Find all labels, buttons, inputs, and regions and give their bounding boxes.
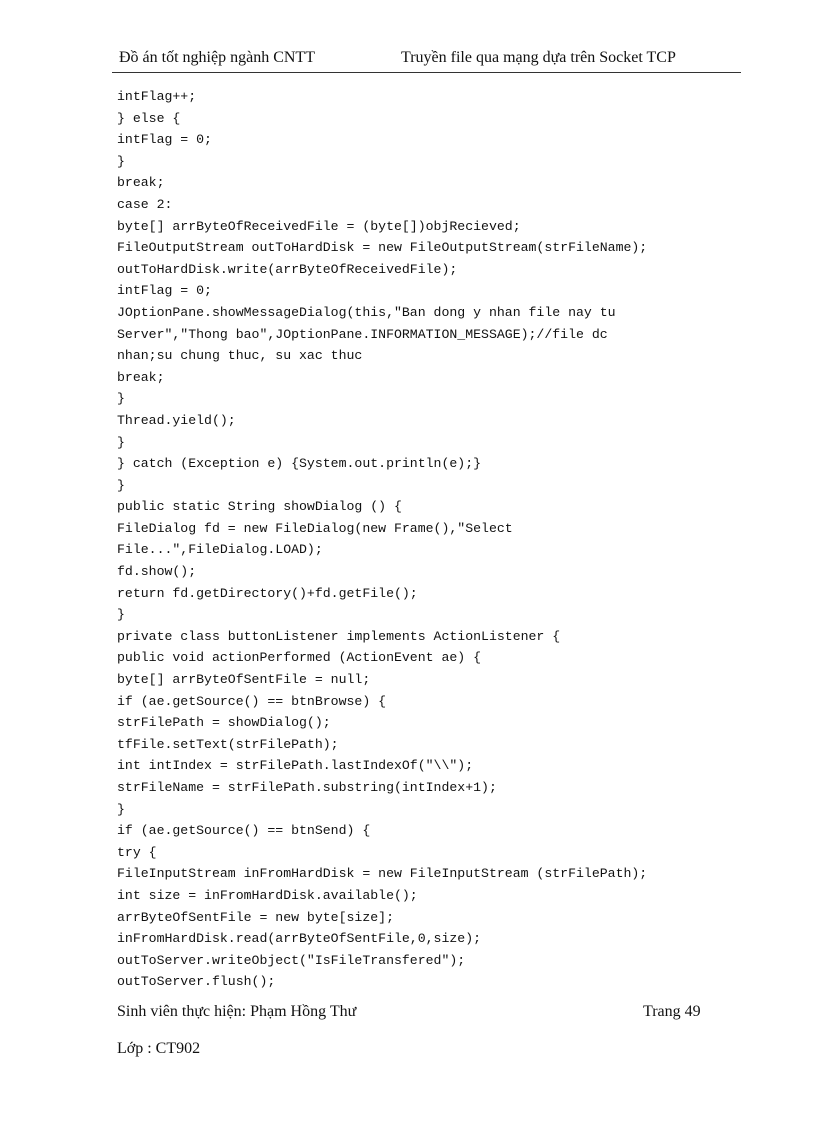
code-line: tfFile.setText(strFilePath); <box>117 736 339 752</box>
header-thesis-title: Đồ án tốt nghiệp ngành CNTT <box>119 49 315 66</box>
code-line: outToServer.writeObject("IsFileTransfered"); <box>117 952 466 968</box>
code-line: strFileName = strFilePath.substring(intIndex+1); <box>117 780 497 795</box>
code-line: outToServer.flush(); <box>117 974 276 990</box>
code-line: int intIndex = strFilePath.lastIndexOf("\\"); <box>117 758 474 774</box>
code-line: strFilePath = showDialog(); <box>117 715 331 731</box>
code-line: Server","Thong bao",JOptionPane.INFORMATION_MESSAGE);//file dc <box>117 326 608 342</box>
code-line: } <box>117 153 125 169</box>
code-line: } <box>117 801 125 817</box>
code-line: FileDialog fd = new FileDialog(new Frame(),"Select <box>117 520 513 536</box>
code-line: public static String showDialog () { <box>117 499 402 515</box>
code-line: FileInputStream inFromHardDisk = new FileInputStream (strFilePath); <box>117 866 648 882</box>
code-line: inFromHardDisk.read(arrByteOfSentFile,0,size); <box>117 931 482 947</box>
code-line: break; <box>117 369 165 385</box>
code-line: fd.show(); <box>117 564 197 580</box>
code-line: return fd.getDirectory()+fd.getFile(); <box>117 585 418 601</box>
code-line: } catch (Exception e) {System.out.println(e);} <box>117 456 482 472</box>
code-line: intFlag++; <box>117 89 197 104</box>
code-line: outToHardDisk.write(arrByteOfReceivedFile); <box>117 261 458 277</box>
code-line: int size = inFromHardDisk.available(); <box>117 887 418 903</box>
footer-student-name: Sinh viên thực hiện: Phạm Hồng Thư <box>117 1003 357 1020</box>
code-line: } else { <box>117 110 181 126</box>
header-divider <box>112 72 741 73</box>
code-line: } <box>117 434 125 450</box>
code-line: nhan;su chung thuc, su xac thuc <box>117 348 363 364</box>
footer-class-label: Lớp : CT902 <box>117 1040 201 1057</box>
code-line: byte[] arrByteOfReceivedFile = (byte[])objRecieved; <box>117 218 521 234</box>
code-line: break; <box>117 175 165 191</box>
code-line: File...",FileDialog.LOAD); <box>117 542 323 558</box>
code-line: byte[] arrByteOfSentFile = null; <box>117 672 371 688</box>
code-line: intFlag = 0; <box>117 283 212 299</box>
code-line: if (ae.getSource() == btnSend) { <box>117 823 371 839</box>
code-line: JOptionPane.showMessageDialog(this,"Ban dong y nhan file nay tu <box>117 304 616 320</box>
code-line: } <box>117 391 125 407</box>
code-listing <box>117 86 737 993</box>
code-line: try { <box>117 844 157 860</box>
code-line: case 2: <box>117 196 173 212</box>
header-topic-title: Truyền file qua mạng dựa trên Socket TCP <box>401 49 676 66</box>
code-line: Thread.yield(); <box>117 412 236 428</box>
code-line: arrByteOfSentFile = new byte[size]; <box>117 909 394 925</box>
code-line: if (ae.getSource() == btnBrowse) { <box>117 693 387 709</box>
code-line: } <box>117 477 125 493</box>
code-line: } <box>117 607 125 623</box>
footer-page-number: Trang 49 <box>643 1003 701 1020</box>
code-line: private class buttonListener implements ActionListener { <box>117 628 561 644</box>
code-line: public void actionPerformed (ActionEvent ae) { <box>117 650 482 666</box>
code-line: FileOutputStream outToHardDisk = new FileOutputStream(strFileName); <box>117 240 648 256</box>
code-line: intFlag = 0; <box>117 132 212 148</box>
